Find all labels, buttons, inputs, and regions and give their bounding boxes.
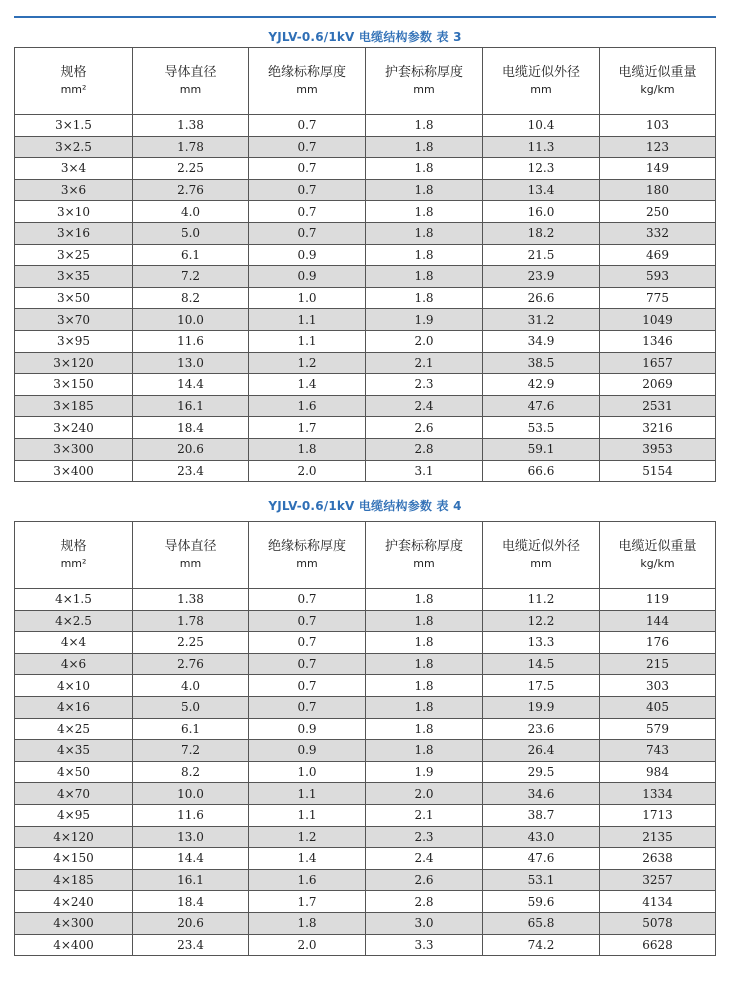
- table-cell: 0.9: [249, 740, 366, 762]
- table-cell: 2069: [600, 374, 716, 396]
- table-cell: 593: [600, 266, 716, 288]
- table-cell: 42.9: [483, 374, 600, 396]
- table-cell: 1.8: [366, 158, 483, 180]
- table-cell: 4×2.5: [15, 610, 133, 632]
- table-cell: 4×50: [15, 761, 133, 783]
- table-cell: 74.2: [483, 934, 600, 956]
- table-cell: 3×120: [15, 352, 133, 374]
- table-cell: 3×25: [15, 244, 133, 266]
- table-cell: 23.4: [133, 934, 249, 956]
- table-cell: 2.76: [133, 653, 249, 675]
- table-cell: 1.1: [249, 309, 366, 331]
- column-header-label: 绝缘标称厚度: [267, 539, 346, 554]
- column-header-unit: mm: [530, 83, 552, 96]
- table-row: [15, 696, 716, 718]
- table-cell: 34.6: [483, 783, 600, 805]
- table-cell: 23.9: [483, 266, 600, 288]
- table-row: [15, 589, 716, 611]
- table-cell: 1.0: [249, 287, 366, 309]
- table-cell: 3×185: [15, 395, 133, 417]
- table-row: [15, 740, 716, 762]
- table-cell: 66.6: [483, 460, 600, 482]
- table-cell: 1.38: [133, 589, 249, 611]
- table-cell: 3×300: [15, 438, 133, 460]
- table-cell: 53.1: [483, 869, 600, 891]
- table-cell: 1.8: [366, 675, 483, 697]
- table-cell: 1.8: [249, 912, 366, 934]
- table-cell: 1346: [600, 330, 716, 352]
- table-cell: 2.0: [366, 330, 483, 352]
- column-header-unit: mm: [413, 83, 435, 96]
- table-cell: 1.6: [249, 395, 366, 417]
- column-header: [249, 522, 366, 589]
- column-header: [15, 48, 133, 115]
- table-cell: 5.0: [133, 222, 249, 244]
- table-cell: 1.8: [366, 266, 483, 288]
- table-cell: 1049: [600, 309, 716, 331]
- table-cell: 20.6: [133, 438, 249, 460]
- table-3-caption: YJLV-0.6/1kV 电缆结构参数 表 3: [268, 30, 462, 44]
- table-cell: 579: [600, 718, 716, 740]
- table-cell: 3257: [600, 869, 716, 891]
- table-row: [15, 718, 716, 740]
- table-cell: 65.8: [483, 912, 600, 934]
- column-header-unit: mm: [296, 557, 318, 570]
- table-cell: 1.1: [249, 330, 366, 352]
- table-cell: 4×150: [15, 848, 133, 870]
- table-cell: 2.25: [133, 158, 249, 180]
- table-cell: 4×35: [15, 740, 133, 762]
- table-cell: 4×25: [15, 718, 133, 740]
- table-cell: 5.0: [133, 696, 249, 718]
- table-cell: 14.4: [133, 374, 249, 396]
- table-cell: 2.76: [133, 179, 249, 201]
- column-header-label: 护套标称厚度: [384, 539, 463, 554]
- table-cell: 1.2: [249, 352, 366, 374]
- table-cell: 0.7: [249, 610, 366, 632]
- table-row: [15, 287, 716, 309]
- table-cell: 0.7: [249, 115, 366, 137]
- column-header-unit: mm: [296, 83, 318, 96]
- column-header-label: 电缆近似外径: [501, 539, 580, 554]
- table-cell: 4×185: [15, 869, 133, 891]
- table-cell: 5078: [600, 912, 716, 934]
- table-row: [15, 632, 716, 654]
- table-row: [15, 201, 716, 223]
- table-cell: 17.5: [483, 675, 600, 697]
- table-cell: 14.5: [483, 653, 600, 675]
- table-cell: 4×6: [15, 653, 133, 675]
- table-cell: 1.6: [249, 869, 366, 891]
- table-row: [15, 891, 716, 913]
- table-cell: 3×1.5: [15, 115, 133, 137]
- table-cell: 3.0: [366, 912, 483, 934]
- table-cell: 47.6: [483, 395, 600, 417]
- table-cell: 2.4: [366, 848, 483, 870]
- table-cell: 4×70: [15, 783, 133, 805]
- table-cell: 2.8: [366, 438, 483, 460]
- table-cell: 1.0: [249, 761, 366, 783]
- table-cell: 31.2: [483, 309, 600, 331]
- table-row: [15, 115, 716, 137]
- table-cell: 1.1: [249, 783, 366, 805]
- table-cell: 6628: [600, 934, 716, 956]
- column-header-label: 规格: [60, 539, 87, 554]
- table-cell: 1.78: [133, 610, 249, 632]
- table-cell: 3×50: [15, 287, 133, 309]
- table-cell: 1.8: [366, 718, 483, 740]
- table-cell: 4×16: [15, 696, 133, 718]
- table-cell: 14.4: [133, 848, 249, 870]
- column-header-unit: mm²: [60, 83, 87, 96]
- column-header: [483, 48, 600, 115]
- table-cell: 2135: [600, 826, 716, 848]
- table-cell: 4×95: [15, 804, 133, 826]
- table-cell: 3×16: [15, 222, 133, 244]
- table-row: [15, 244, 716, 266]
- table-header: [15, 522, 716, 589]
- table-cell: 4×1.5: [15, 589, 133, 611]
- table-cell: 6.1: [133, 244, 249, 266]
- column-header-label: 电缆近似重量: [618, 539, 697, 554]
- table-cell: 0.7: [249, 179, 366, 201]
- table-cell: 2531: [600, 395, 716, 417]
- table-cell: 1.8: [366, 653, 483, 675]
- table-cell: 0.9: [249, 266, 366, 288]
- column-header: [366, 522, 483, 589]
- column-header: [249, 48, 366, 115]
- table-cell: 11.6: [133, 804, 249, 826]
- column-header-label: 绝缘标称厚度: [267, 65, 346, 80]
- table-cell: 4×120: [15, 826, 133, 848]
- table-cell: 2.8: [366, 891, 483, 913]
- table-row: [15, 266, 716, 288]
- table-cell: 1.2: [249, 826, 366, 848]
- table-row: [15, 675, 716, 697]
- column-header-label: 规格: [60, 65, 87, 80]
- table-cell: 2638: [600, 848, 716, 870]
- table-cell: 469: [600, 244, 716, 266]
- table-row: [15, 136, 716, 158]
- table-cell: 0.7: [249, 675, 366, 697]
- table-cell: 10.4: [483, 115, 600, 137]
- table-row: [15, 610, 716, 632]
- table-cell: 1.8: [366, 201, 483, 223]
- table-cell: 2.0: [249, 934, 366, 956]
- column-header: [133, 48, 249, 115]
- table-cell: 332: [600, 222, 716, 244]
- table-cell: 3.3: [366, 934, 483, 956]
- table-cell: 18.4: [133, 891, 249, 913]
- table-row: [15, 374, 716, 396]
- table-cell: 405: [600, 696, 716, 718]
- table-cell: 1.8: [366, 696, 483, 718]
- table-row: [15, 309, 716, 331]
- table-cell: 11.3: [483, 136, 600, 158]
- table-cell: 144: [600, 610, 716, 632]
- table-cell: 23.6: [483, 718, 600, 740]
- table-cell: 2.3: [366, 374, 483, 396]
- table-cell: 10.0: [133, 783, 249, 805]
- column-header-unit: kg/km: [640, 557, 675, 570]
- table-cell: 4×240: [15, 891, 133, 913]
- table-cell: 4×10: [15, 675, 133, 697]
- table-cell: 2.0: [249, 460, 366, 482]
- table-cell: 1.8: [366, 136, 483, 158]
- table-cell: 1.7: [249, 891, 366, 913]
- cable-spec-table-4: [14, 521, 716, 956]
- column-header-unit: mm: [179, 83, 202, 96]
- table-cell: 29.5: [483, 761, 600, 783]
- table-cell: 18.2: [483, 222, 600, 244]
- table-cell: 2.25: [133, 632, 249, 654]
- table-cell: 176: [600, 632, 716, 654]
- column-header: [483, 522, 600, 589]
- table-cell: 12.3: [483, 158, 600, 180]
- table-cell: 3×10: [15, 201, 133, 223]
- table-header: [15, 48, 716, 115]
- table-body: [15, 589, 716, 956]
- table-cell: 4×400: [15, 934, 133, 956]
- table-cell: 4.0: [133, 675, 249, 697]
- table-4-caption: YJLV-0.6/1kV 电缆结构参数 表 4: [268, 499, 462, 513]
- table-cell: 19.9: [483, 696, 600, 718]
- table-cell: 16.1: [133, 395, 249, 417]
- table-row: [15, 761, 716, 783]
- column-header-unit: mm: [530, 557, 552, 570]
- column-header: [133, 522, 249, 589]
- table-cell: 3.1: [366, 460, 483, 482]
- table-cell: 1713: [600, 804, 716, 826]
- table-cell: 13.0: [133, 826, 249, 848]
- table-cell: 47.6: [483, 848, 600, 870]
- table-cell: 59.1: [483, 438, 600, 460]
- column-header-label: 导体直径: [164, 539, 217, 554]
- table-cell: 215: [600, 653, 716, 675]
- cable-spec-table-3: [14, 47, 716, 482]
- table-cell: 1.7: [249, 417, 366, 439]
- table-row: [15, 653, 716, 675]
- table-cell: 149: [600, 158, 716, 180]
- table-row: [15, 438, 716, 460]
- table-cell: 180: [600, 179, 716, 201]
- table-cell: 119: [600, 589, 716, 611]
- table-row: [15, 826, 716, 848]
- table-cell: 1.9: [366, 761, 483, 783]
- table-cell: 1.8: [366, 179, 483, 201]
- column-header-label: 护套标称厚度: [384, 65, 463, 80]
- table-cell: 4134: [600, 891, 716, 913]
- table-cell: 3×4: [15, 158, 133, 180]
- column-header: [600, 48, 716, 115]
- table-cell: 250: [600, 201, 716, 223]
- table-cell: 1.9: [366, 309, 483, 331]
- table-cell: 775: [600, 287, 716, 309]
- table-cell: 1.8: [366, 589, 483, 611]
- column-header-unit: mm²: [60, 557, 87, 570]
- table-cell: 4.0: [133, 201, 249, 223]
- table-row: [15, 330, 716, 352]
- table-row: [15, 934, 716, 956]
- column-header-label: 导体直径: [164, 65, 217, 80]
- table-cell: 38.7: [483, 804, 600, 826]
- table-cell: 2.1: [366, 804, 483, 826]
- table-row: [15, 783, 716, 805]
- table-cell: 18.4: [133, 417, 249, 439]
- table-cell: 7.2: [133, 266, 249, 288]
- table-cell: 1.8: [366, 115, 483, 137]
- table-cell: 2.3: [366, 826, 483, 848]
- table-cell: 1.1: [249, 804, 366, 826]
- table-cell: 3216: [600, 417, 716, 439]
- table-cell: 11.2: [483, 589, 600, 611]
- column-header-unit: mm: [413, 557, 435, 570]
- table-row: [15, 417, 716, 439]
- table-cell: 20.6: [133, 912, 249, 934]
- column-header-unit: mm: [179, 557, 202, 570]
- column-header: [600, 522, 716, 589]
- table-cell: 53.5: [483, 417, 600, 439]
- table-cell: 4×300: [15, 912, 133, 934]
- table-cell: 2.4: [366, 395, 483, 417]
- table-row: [15, 179, 716, 201]
- table-cell: 8.2: [133, 761, 249, 783]
- table-cell: 1.8: [366, 740, 483, 762]
- table-cell: 0.9: [249, 718, 366, 740]
- table-cell: 5154: [600, 460, 716, 482]
- table-cell: 34.9: [483, 330, 600, 352]
- table-cell: 1.8: [366, 632, 483, 654]
- table-cell: 26.4: [483, 740, 600, 762]
- table-cell: 0.7: [249, 136, 366, 158]
- table-cell: 303: [600, 675, 716, 697]
- table-cell: 3953: [600, 438, 716, 460]
- table-row: [15, 158, 716, 180]
- table-row: [15, 912, 716, 934]
- table-cell: 0.7: [249, 696, 366, 718]
- top-rule: [14, 16, 716, 18]
- table-cell: 1.78: [133, 136, 249, 158]
- table-cell: 1334: [600, 783, 716, 805]
- table-cell: 0.7: [249, 158, 366, 180]
- table-cell: 21.5: [483, 244, 600, 266]
- table-cell: 1.8: [366, 610, 483, 632]
- table-cell: 43.0: [483, 826, 600, 848]
- table-cell: 13.3: [483, 632, 600, 654]
- table-row: [15, 869, 716, 891]
- table-cell: 16.1: [133, 869, 249, 891]
- table-cell: 2.6: [366, 869, 483, 891]
- table-cell: 3×400: [15, 460, 133, 482]
- table-cell: 2.1: [366, 352, 483, 374]
- table-cell: 2.0: [366, 783, 483, 805]
- table-cell: 6.1: [133, 718, 249, 740]
- table-body: [15, 115, 716, 482]
- table-cell: 0.9: [249, 244, 366, 266]
- table-row: [15, 848, 716, 870]
- table-cell: 3×35: [15, 266, 133, 288]
- column-header: [15, 522, 133, 589]
- table-cell: 11.6: [133, 330, 249, 352]
- table-cell: 1.4: [249, 374, 366, 396]
- column-header-label: 电缆近似外径: [501, 65, 580, 80]
- table-cell: 13.0: [133, 352, 249, 374]
- table-cell: 1.8: [366, 244, 483, 266]
- table-cell: 3×6: [15, 179, 133, 201]
- table-cell: 984: [600, 761, 716, 783]
- table-row: [15, 804, 716, 826]
- table-cell: 0.7: [249, 589, 366, 611]
- table-row: [15, 395, 716, 417]
- table-cell: 1.8: [366, 222, 483, 244]
- table-cell: 0.7: [249, 632, 366, 654]
- table-cell: 13.4: [483, 179, 600, 201]
- table-cell: 38.5: [483, 352, 600, 374]
- table-cell: 0.7: [249, 222, 366, 244]
- table-cell: 16.0: [483, 201, 600, 223]
- table-cell: 26.6: [483, 287, 600, 309]
- column-header: [366, 48, 483, 115]
- table-cell: 1.8: [366, 287, 483, 309]
- table-cell: 123: [600, 136, 716, 158]
- table-cell: 7.2: [133, 740, 249, 762]
- table-cell: 2.6: [366, 417, 483, 439]
- table-cell: 1.4: [249, 848, 366, 870]
- table-cell: 3×240: [15, 417, 133, 439]
- column-header-unit: kg/km: [640, 83, 675, 96]
- table-cell: 10.0: [133, 309, 249, 331]
- table-cell: 3×95: [15, 330, 133, 352]
- table-cell: 103: [600, 115, 716, 137]
- table-cell: 0.7: [249, 201, 366, 223]
- table-row: [15, 352, 716, 374]
- table-cell: 1657: [600, 352, 716, 374]
- column-header-label: 电缆近似重量: [618, 65, 697, 80]
- table-cell: 3×70: [15, 309, 133, 331]
- table-cell: 4×4: [15, 632, 133, 654]
- table-cell: 1.8: [249, 438, 366, 460]
- table-row: [15, 222, 716, 244]
- table-cell: 0.7: [249, 653, 366, 675]
- table-cell: 3×2.5: [15, 136, 133, 158]
- table-cell: 59.6: [483, 891, 600, 913]
- table-row: [15, 460, 716, 482]
- table-cell: 3×150: [15, 374, 133, 396]
- table-cell: 12.2: [483, 610, 600, 632]
- table-cell: 1.38: [133, 115, 249, 137]
- table-cell: 743: [600, 740, 716, 762]
- table-cell: 23.4: [133, 460, 249, 482]
- table-cell: 8.2: [133, 287, 249, 309]
